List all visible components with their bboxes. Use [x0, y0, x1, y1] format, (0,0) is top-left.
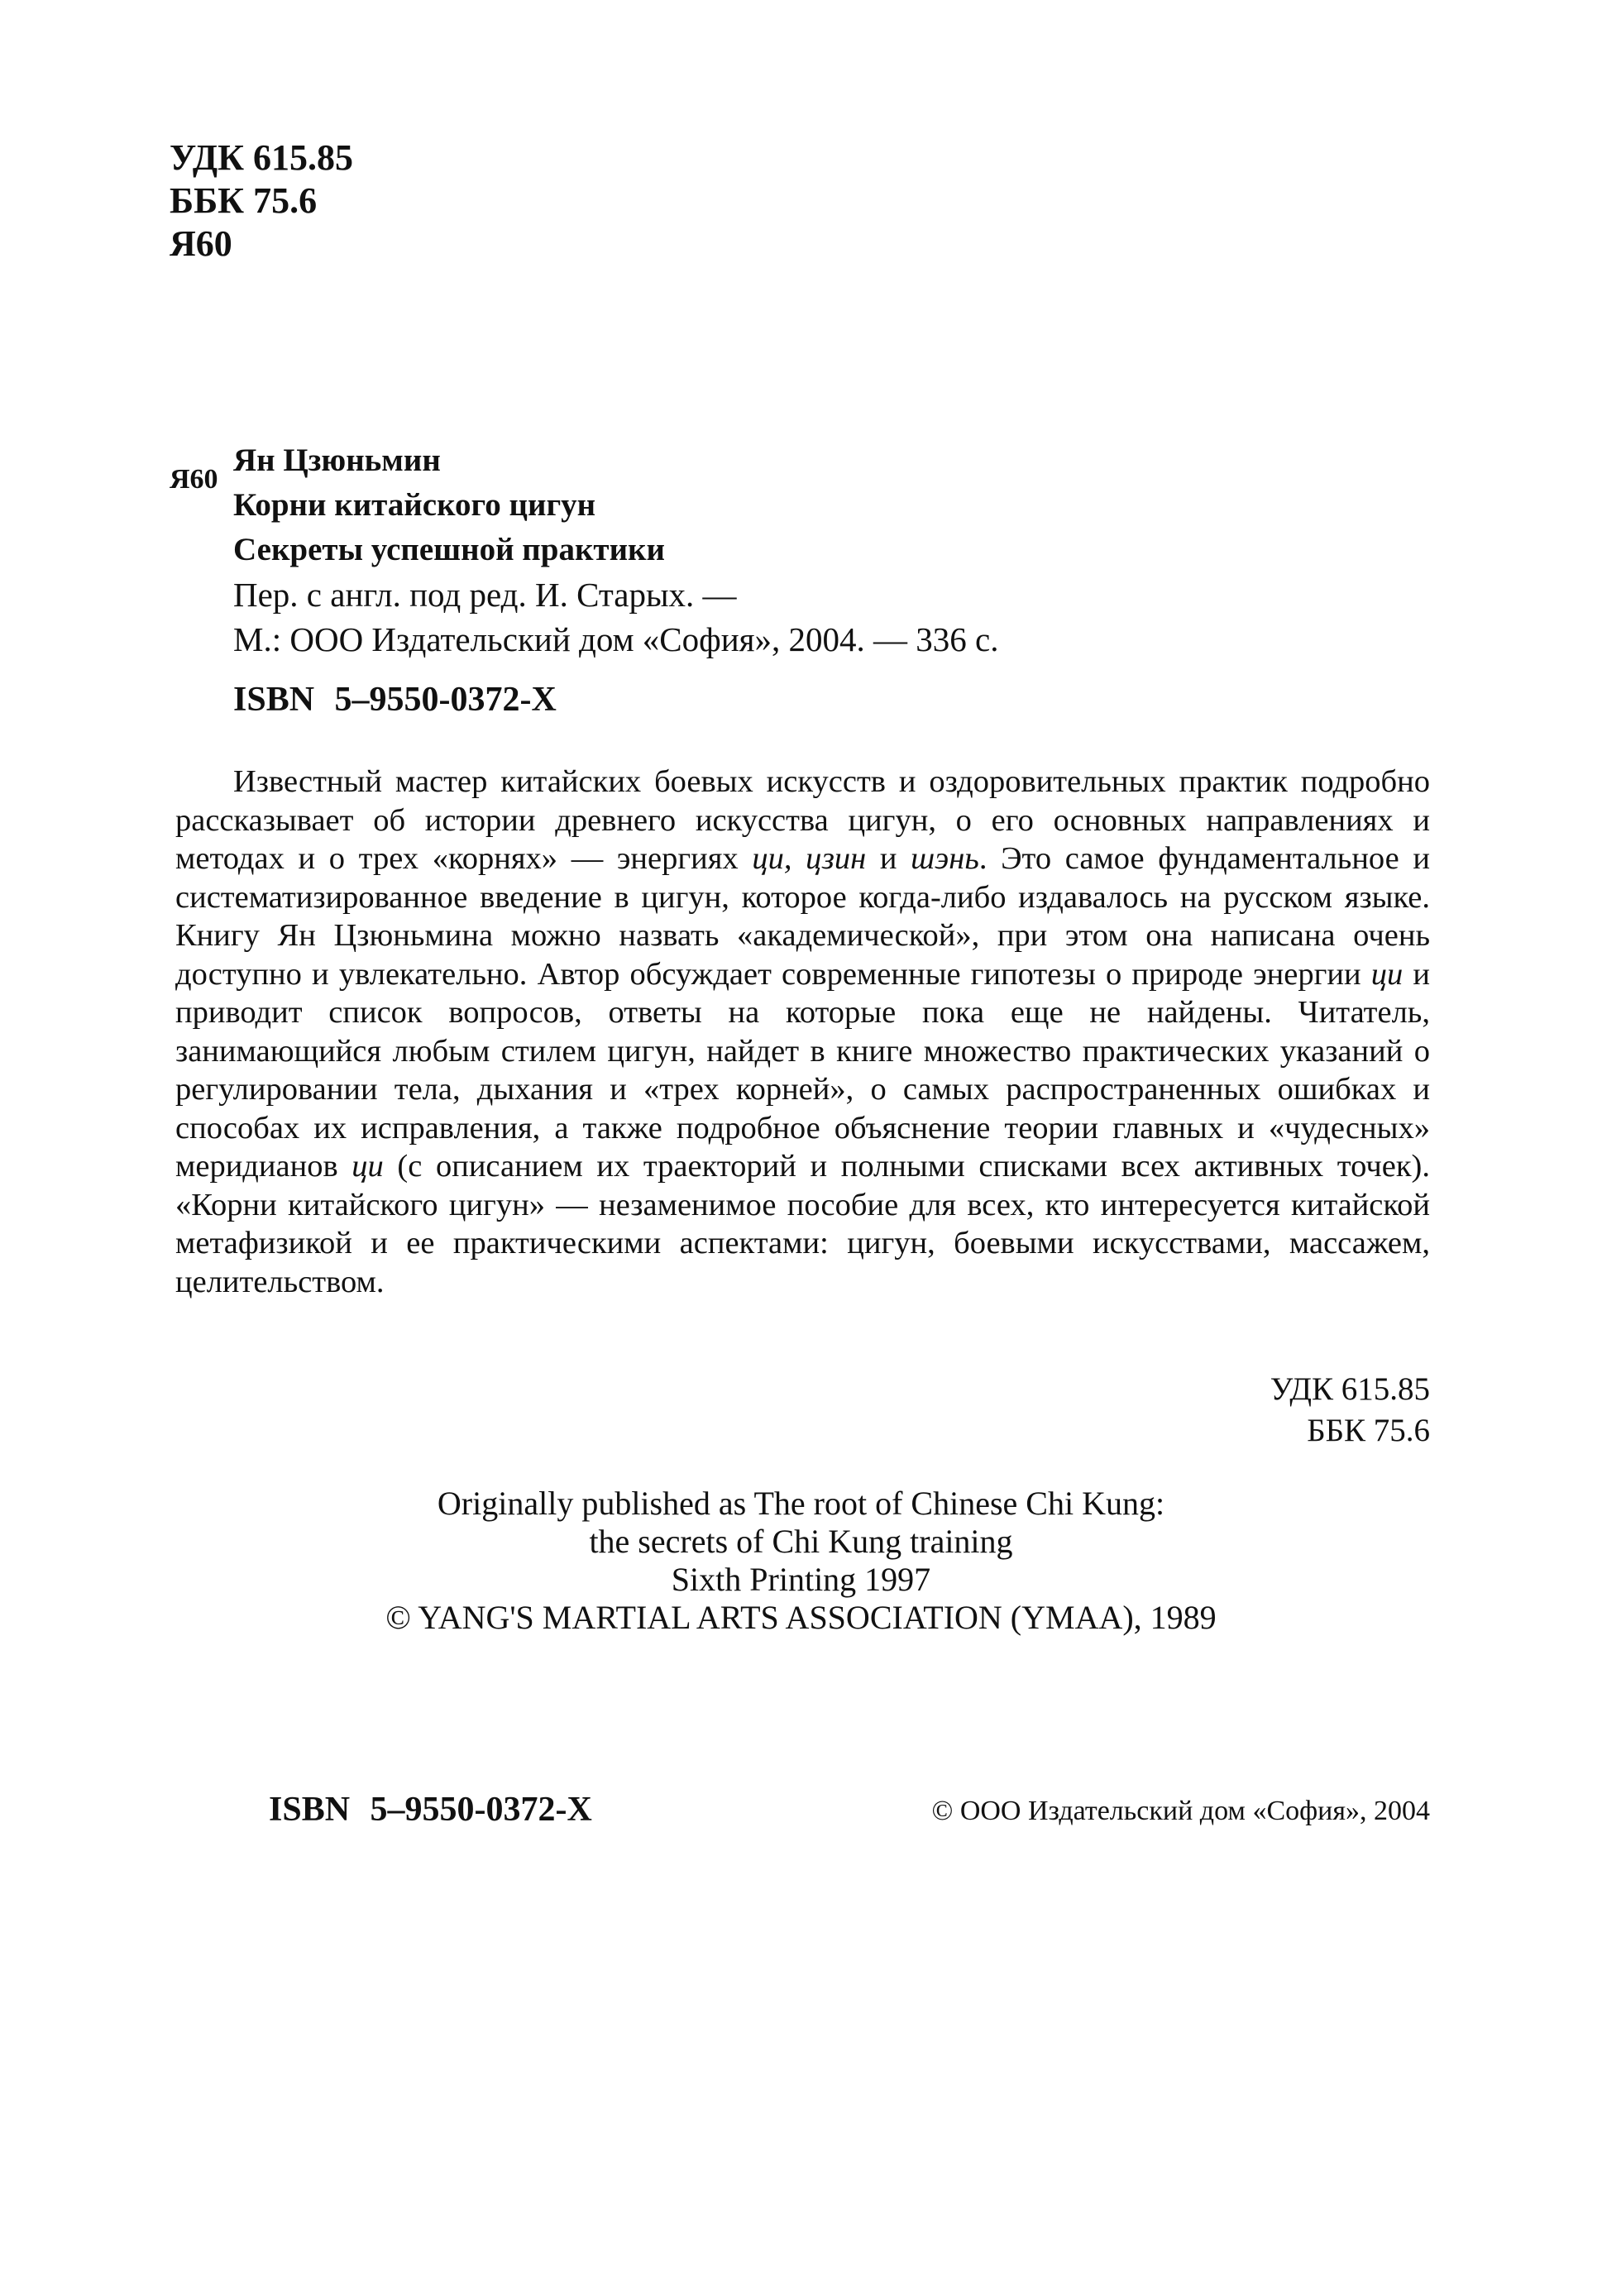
- right-bbk-code: ББК 75.6: [1307, 1413, 1430, 1448]
- annotation-term-qi-3: ци: [351, 1149, 384, 1184]
- catalog-author-mark: Я60: [170, 464, 218, 495]
- annotation-text-1: Известный мастер китайских боевых искусств и оздоровительных практик подробно рассказывает об истории древнего искусства цигун, о его основных направлениях и методах и о трех «корнях» — энергиях: [175, 764, 1430, 876]
- isbn-bottom: ISBN 5–9550-0372-X: [269, 1791, 592, 1829]
- original-edition-line-3: Sixth Printing 1997: [671, 1561, 931, 1598]
- annotation-text-4: (с описанием их траекторий и полными списками всех активных точек). «Корни китайского цигун» — незаменимое пособие для всех, кто интересуется китайской метафизикой и ее практическими аспектами: цигун, боевыми искусствами, массажем, целительством.: [175, 1149, 1430, 1299]
- original-edition-line-1: Originally published as The root of Chinese Chi Kung:: [437, 1485, 1165, 1522]
- catalog-title: Корни китайского цигун: [233, 487, 596, 523]
- top-bbk-code: ББК 75.6: [170, 180, 318, 221]
- annotation-term-qi: ци: [752, 841, 784, 876]
- annotation-term-jing: цзин: [806, 841, 867, 876]
- top-author-mark: Я60: [170, 223, 232, 264]
- annotation-separator-1: ,: [783, 841, 806, 876]
- annotation-text-2: . Это самое фундаментальное и систематизированное введение в цигун, которое когда-либо издавалось на русском языке. Книгу Ян Цзюньмина можно назвать «академической», при этом она написана очень доступно и увлекательно. Автор обсуждает современные гипотезы о природе энергии: [175, 841, 1431, 992]
- catalog-author: Ян Цзюньмин: [233, 442, 441, 478]
- right-classification-codes: [1270, 1369, 1430, 1452]
- catalog-subtitle: Секреты успешной практики: [233, 532, 665, 567]
- annotation-term-shen: шэнь: [911, 841, 979, 876]
- catalog-record: [233, 438, 998, 662]
- annotation-paragraph: [175, 763, 1430, 1301]
- top-classification-codes: [170, 136, 353, 265]
- original-edition-line-2: the secrets of Chi Kung training: [589, 1523, 1013, 1560]
- publisher-copyright: © ООО Издательский дом «София», 2004: [931, 1796, 1430, 1826]
- annotation-term-qi-2: ци: [1370, 956, 1404, 992]
- right-udk-code: УДК 615.85: [1270, 1371, 1430, 1407]
- original-edition-copyright: © YANG'S MARTIAL ARTS ASSOCIATION (YMAA), 1989: [385, 1599, 1217, 1636]
- isbn-catalog: ISBN 5–9550-0372-X: [233, 681, 557, 719]
- annotation-text-3: и приводит список вопросов, ответы на которые пока еще не найдены. Читатель, занимающийся любым стилем цигун, найдет в книге множество практических указаний о регулировании тела, дыхания и «трех корней», о самых распространенных ошибках и способах их исправления, а также подробное объяснение теории главных и «чудесных» меридианов: [175, 956, 1430, 1184]
- original-edition-note: [0, 1485, 1602, 1637]
- annotation-separator-2: и: [866, 841, 911, 876]
- top-udk-code: УДК 615.85: [170, 137, 354, 178]
- catalog-imprint: М.: ООО Издательский дом «София», 2004. — 336 с.: [233, 620, 999, 658]
- catalog-translation: Пер. с англ. под ред. И. Старых. —: [233, 576, 737, 614]
